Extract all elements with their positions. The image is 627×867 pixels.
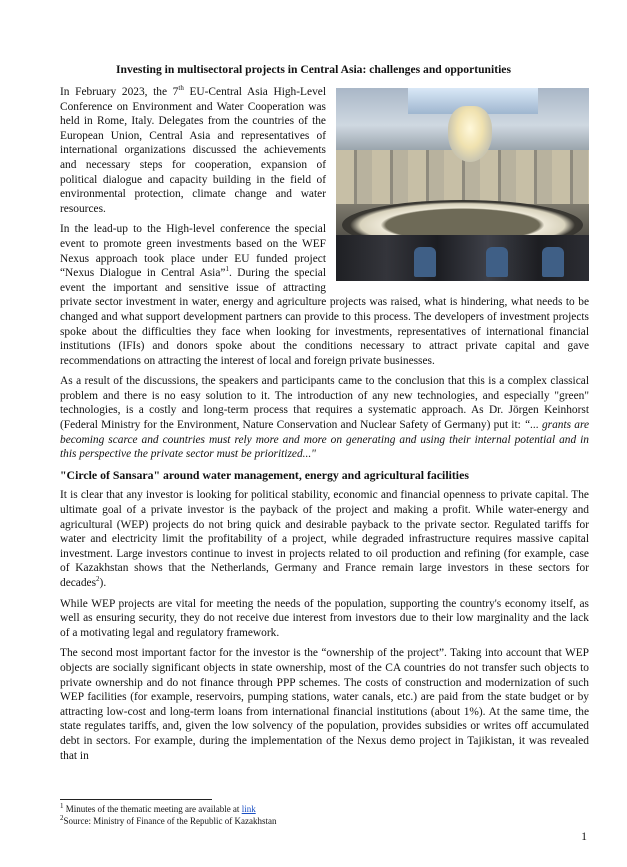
footnote-2: $^2$Source: Ministry of Finance of the Republic of Kazakhstan [60, 814, 277, 826]
paragraph-6: The second most important factor for the investor is the “ownership of the project”. Taking into account that WEP objects are socially significant objects in state ownership, most of the CA countries do not transfer such objects to private ownership and do not finance through PPP schemes. The costs of construction and modernization of such WEP facilities (for example, reservoirs, pumping stations, water canals, etc.) are paid from the state budget or by attracting low-cost and long-term loans from international financial institutions (about 1%). At the same time, the state regulates tariffs, and, given the low solvency of the population, provides subsidies or writes off accumulated debt in sectors. For example, during the implementation of the Nexus demo project in Tajikistan, it was revealed that in [60, 647, 589, 762]
conference-photo [336, 88, 589, 281]
page-number: 1 [581, 831, 587, 843]
photo-chair [542, 247, 564, 277]
document-title: Investing in multisectoral projects in Central Asia: challenges and opportunities [116, 63, 511, 76]
footnote-divider [60, 799, 212, 800]
footnote-ref-1[interactable]: 1 [225, 265, 229, 274]
footnote-1: $^1$ Minutes of the thematic meeting are available at link [60, 802, 256, 814]
paragraph-3: As a result of the discussions, the speakers and participants came to the conclusion that this is a complex classical problem and there is no easy solution to it. The introduction of any new technologies, and especially "green" technologies, is a costly and long-term process that requires a systematic approach. As Dr. Jörgen Keinhorst (Federal Ministry for the Environment, Nature Conservation and Nuclear Safety of Germany) put it: “... grants are becoming scarce and countries must rely more and more on generating and using their internal potential and in this perspective the private sector must be prioritized..." [60, 375, 590, 461]
section-heading: "Circle of Sansara" around water management, energy and agricultural facilities [60, 467, 469, 482]
photo-chair [486, 247, 508, 277]
paragraph-1: In February 2023, the 7th EU-Central Asia High-Level Conference on Environment and Water Cooperation was held in Rome, Italy. Delegates from the countries of the European Union, Central Asia and representatives of international organizations discussed the achievements and necessary steps for cooperation, expansion of political dialogue and capacity building in the field of environmental protection, climate change and water resources. [60, 84, 326, 215]
photo-chair [414, 247, 436, 277]
document-body [60, 85, 589, 769]
footnotes [60, 803, 276, 827]
paragraph-2: In the lead-up to the High-level conference the special event to promote green investments based on the WEF Nexus approach took place under EU funded project “Nexus Dialogue in Central Asia”$^1$. During the special event the important and sensitive issue of attracting private sector investment in water, energy and agriculture projects was raised, what is hindering, what needs to be changed and what support development partners can provide to this process. The developers of investment projects spoke about the difficulties they face when looking for investments, representatives of international financial institutions (IFIs) and donors spoke about the conditions necessary to attract private capital and gave recommendations on attracting the interest of local and foreign private businesses. [60, 223, 589, 367]
minutes-link[interactable]: link [241, 804, 256, 814]
photo-chandelier [448, 106, 492, 162]
footnote-ref-2[interactable]: 2 [96, 575, 100, 584]
keinhorst-quote: “... grants are becoming scarce and countries must rely more and more on generating and using their internal potential and in this perspective the private sector must be prioritized..." [60, 419, 590, 461]
paragraph-5: While WEP projects are vital for meeting the needs of the population, supporting the country's economy itself, as well as ensuring security, they do not receive due interest from investors due to their low marginality and the lack of a motivating legal and regulatory framework. [60, 597, 589, 639]
paragraph-4: It is clear that any investor is looking for political stability, economic and financial openness to private capital. The ultimate goal of a private investor is the payback of the project and making a profit. While water-energy and agricultural (WEP) projects do not bring quick and desirable payback to the private sector. Regulated tariffs for water and electricity limit the profitability of a project, while degraded infrastructure requires massive capital investment. Large investors continue to invest in projects related to oil production and refining (for example, case of Kazakhstan shows that the Netherlands, Germany and France remain large investors in these sectors for decades$^2$). [60, 489, 589, 589]
